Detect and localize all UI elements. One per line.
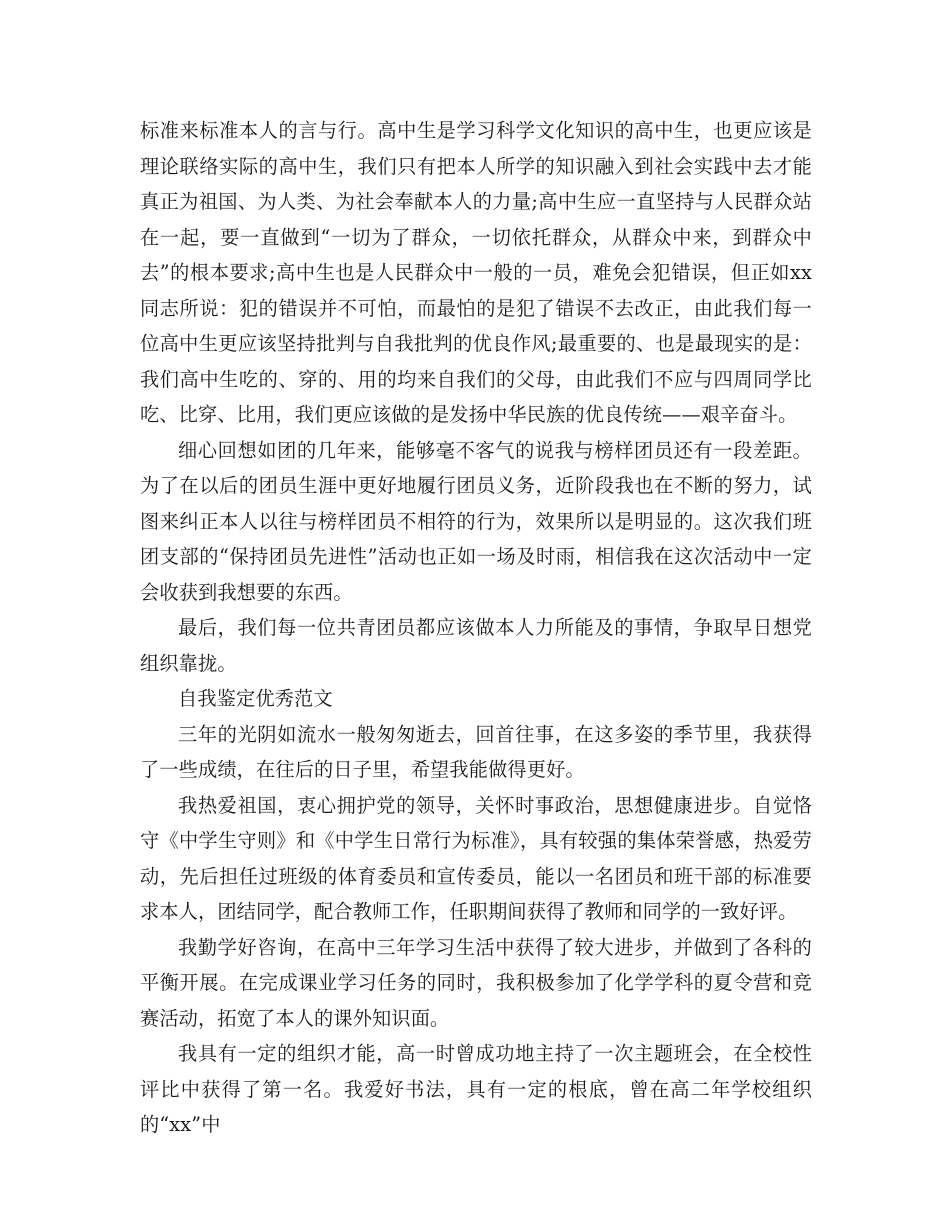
paragraph-organization: 我具有一定的组织才能，高一时曾成功地主持了一次主题班会，在全校性评比中获得了第一名。我爱好书法，具有一定的根底，曾在高二年学校组织的“xx”中: [140, 1042, 812, 1136]
paragraph-intro: 三年的光阴如流水一般匆匆逝去，回首往事，在这多姿的季节里，我获得了一些成绩，在往后的日子里，希望我能做得更好。: [140, 722, 812, 781]
paragraph-study: 我勤学好咨询，在高中三年学习生活中获得了较大进步，并做到了各科的平衡开展。在完成课业学习任务的同时，我积极参加了化学学科的夏令营和竞赛活动，拓宽了本人的课外知识面。: [140, 935, 812, 1030]
paragraph-continuation: 标准来标准本人的言与行。高中生是学习科学文化知识的高中生，也更应该是理论联络实际的高中生，我们只有把本人所学的知识融入到社会实践中去才能真正为祖国、为人类、为社会奉献本人的力量;高中生应一直坚持与人民群众站在一起，要一直做到“一切为了群众，一切依托群众，从群众中来，到群众中去”的根本要求;高中生也是人民群众中一般的一员，难免会犯错误，但正如xx同志所说：犯的错误并不可怕，而最怕的是犯了错误不去改正，由此我们每一位高中生更应该坚持批判与自我批判的优良作风;最重要的、也是最现实的是：我们高中生吃的、穿的、用的均来自我们的父母，由此我们不应与四周同学比吃、比穿、比用，我们更应该做的是发扬中华民族的优良传统——艰辛奋斗。: [140, 119, 812, 426]
paragraph-political: 我热爱祖国，衷心拥护党的领导，关怀时事政治，思想健康进步。自觉恪守《中学生守则》和《中学生日常行为标准》，具有较强的集体荣誉感，热爱劳动，先后担任过班级的体育委员和宣传委员，能以一名团员和班干部的标准要求本人，团结同学，配合教师工作，任职期间获得了教师和同学的一致好评。: [140, 793, 812, 923]
paragraph-reflection: 细心回想如团的几年来，能够毫不客气的说我与榜样团员还有一段差距。为了在以后的团员生涯中更好地履行团员义务，近阶段我也在不断的努力，试图来纠正本人以往与榜样团员不相符的行为，效果所以是明显的。这次我们班团支部的“保持团员先进性”活动也正如一场及时雨，相信我在这次活动中一定会收获到我想要的东西。: [140, 438, 812, 604]
paragraph-conclusion: 最后，我们每一位共青团员都应该做本人力所能及的事情，争取早日想党组织靠拢。: [140, 616, 812, 675]
section-heading: 自我鉴定优秀范文: [178, 687, 333, 710]
